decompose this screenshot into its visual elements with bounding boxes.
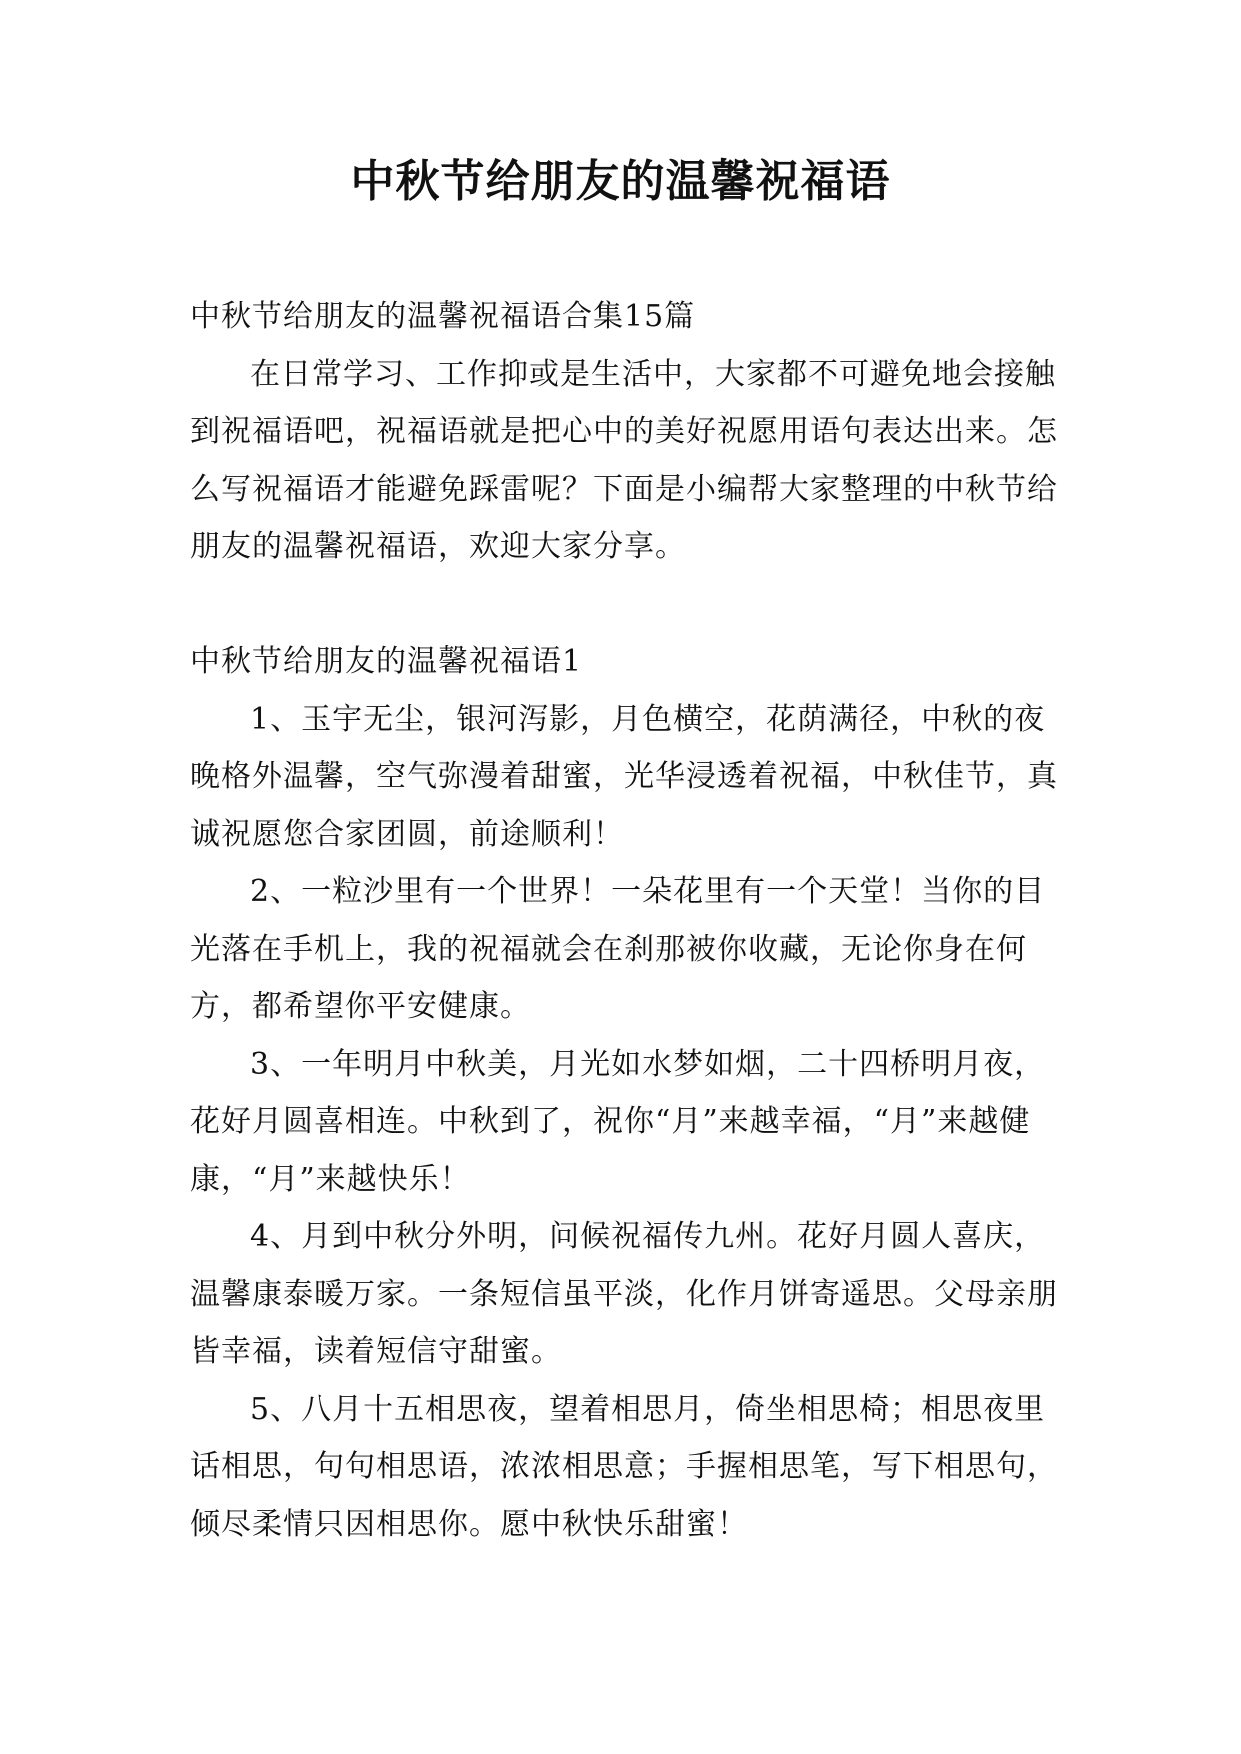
document-title: 中秋节给朋友的温馨祝福语 [350,156,891,207]
intro-paragraph: 在日常学习、工作抑或是生活中，大家都不可避免地会接触到祝福语吧，祝福语就是把心中的美好祝愿用语句表达出来。怎么写祝福语才能避免踩雷呢？下面是小编帮大家整理的中秋节给朋友的温馨祝福语，欢迎大家分享。 [190,356,1058,564]
blessing-item-2: 2、一粒沙里有一个世界！一朵花里有一个天堂！当你的目光落在手机上，我的祝福就会在刹那被你收藏，无论你身在何方，都希望你平安健康。 [190,874,1046,1024]
document-subtitle: 中秋节给朋友的温馨祝福语合集15篇 [190,299,696,334]
blessing-item-3: 3、一年明月中秋美，月光如水梦如烟，二十四桥明月夜，花好月圆喜相连。中秋到了，祝你“月”来越幸福，“月”来越健康，“月”来越快乐！ [190,1046,1046,1197]
blessing-item-1: 1、玉宇无尘，银河泻影，月色横空，花荫满径，中秋的夜晚格外温馨，空气弥漫着甜蜜，光华浸透着祝福，中秋佳节，真诚祝愿您合家团圆，前途顺利！ [190,701,1058,852]
blessing-item-5: 5、八月十五相思夜，望着相思月，倚坐相思椅；相思夜里话相思，句句相思语，浓浓相思意；手握相思笔，写下相思句，倾尽柔情只因相思你。愿中秋快乐甜蜜！ [190,1391,1058,1542]
document-body [190,288,1070,1553]
section-heading: 中秋节给朋友的温馨祝福语1 [190,644,583,679]
blessing-item-4: 4、月到中秋分外明，问候祝福传九州。花好月圆人喜庆，温馨康泰暖万家。一条短信虽平淡，化作月饼寄遥思。父母亲朋皆幸福，读着短信守甜蜜。 [190,1219,1058,1369]
